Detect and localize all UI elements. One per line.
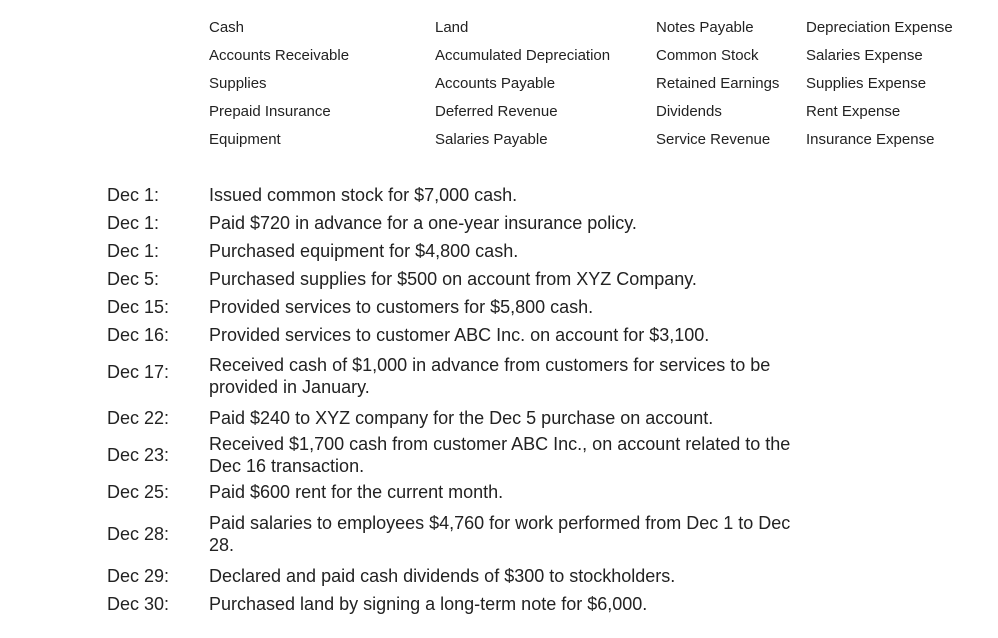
transaction-description: Declared and paid cash dividends of $300 to stockholders. [209,566,676,586]
transaction-description: Received cash of $1,000 in advance from customers for services to be provided in January. [209,355,771,397]
transaction-date: Dec 28: [107,524,170,544]
transaction-date: Dec 29: [107,566,170,586]
transaction-description: Paid $600 rent for the current month. [209,482,504,502]
transaction-description: Received $1,700 cash from customer ABC Inc., on account related to the Dec 16 transaction. [209,434,791,476]
transaction-date: Dec 25: [107,482,170,502]
account-name: Salaries Payable [435,131,548,148]
account-name: Prepaid Insurance [209,103,331,120]
transaction-date: Dec 30: [107,594,170,614]
account-name: Retained Earnings [656,75,780,92]
transaction-description: Purchased land by signing a long-term note for $6,000. [209,594,648,614]
account-name: Cash [209,19,245,36]
transaction-date: Dec 1: [107,241,160,261]
transaction-description: Issued common stock for $7,000 cash. [209,185,518,205]
account-name: Accounts Receivable [209,47,350,64]
account-name: Insurance Expense [806,131,935,148]
account-name: Dividends [656,103,722,120]
transaction-date: Dec 22: [107,408,170,428]
transaction-date: Dec 16: [107,325,170,345]
account-name: Land [435,19,469,36]
transaction-date: Dec 5: [107,269,160,289]
transaction-description: Purchased supplies for $500 on account from XYZ Company. [209,269,697,289]
transaction-description: Provided services to customers for $5,800 cash. [209,297,594,317]
transaction-date: Dec 17: [107,362,170,382]
transaction-description: Provided services to customer ABC Inc. on account for $3,100. [209,325,710,345]
transaction-description: Paid $720 in advance for a one-year insurance policy. [209,213,637,233]
transaction-description: Paid $240 to XYZ company for the Dec 5 purchase on account. [209,408,714,428]
account-name: Notes Payable [656,19,754,36]
account-name: Accounts Payable [435,75,556,92]
account-name: Rent Expense [806,103,901,120]
account-name: Common Stock [656,47,759,64]
account-name: Salaries Expense [806,47,923,64]
transaction-date: Dec 1: [107,185,160,205]
transaction-description: Purchased equipment for $4,800 cash. [209,241,519,261]
account-name: Deferred Revenue [435,103,558,120]
transaction-date: Dec 1: [107,213,160,233]
account-name: Depreciation Expense [806,19,953,36]
account-name: Service Revenue [656,131,771,148]
account-name: Supplies [209,75,267,92]
transaction-date: Dec 15: [107,297,170,317]
account-name: Equipment [209,131,281,148]
transaction-description: Paid salaries to employees $4,760 for work performed from Dec 1 to Dec 28. [209,513,791,555]
account-name: Supplies Expense [806,75,927,92]
account-name: Accumulated Depreciation [435,47,611,64]
transaction-date: Dec 23: [107,445,170,465]
